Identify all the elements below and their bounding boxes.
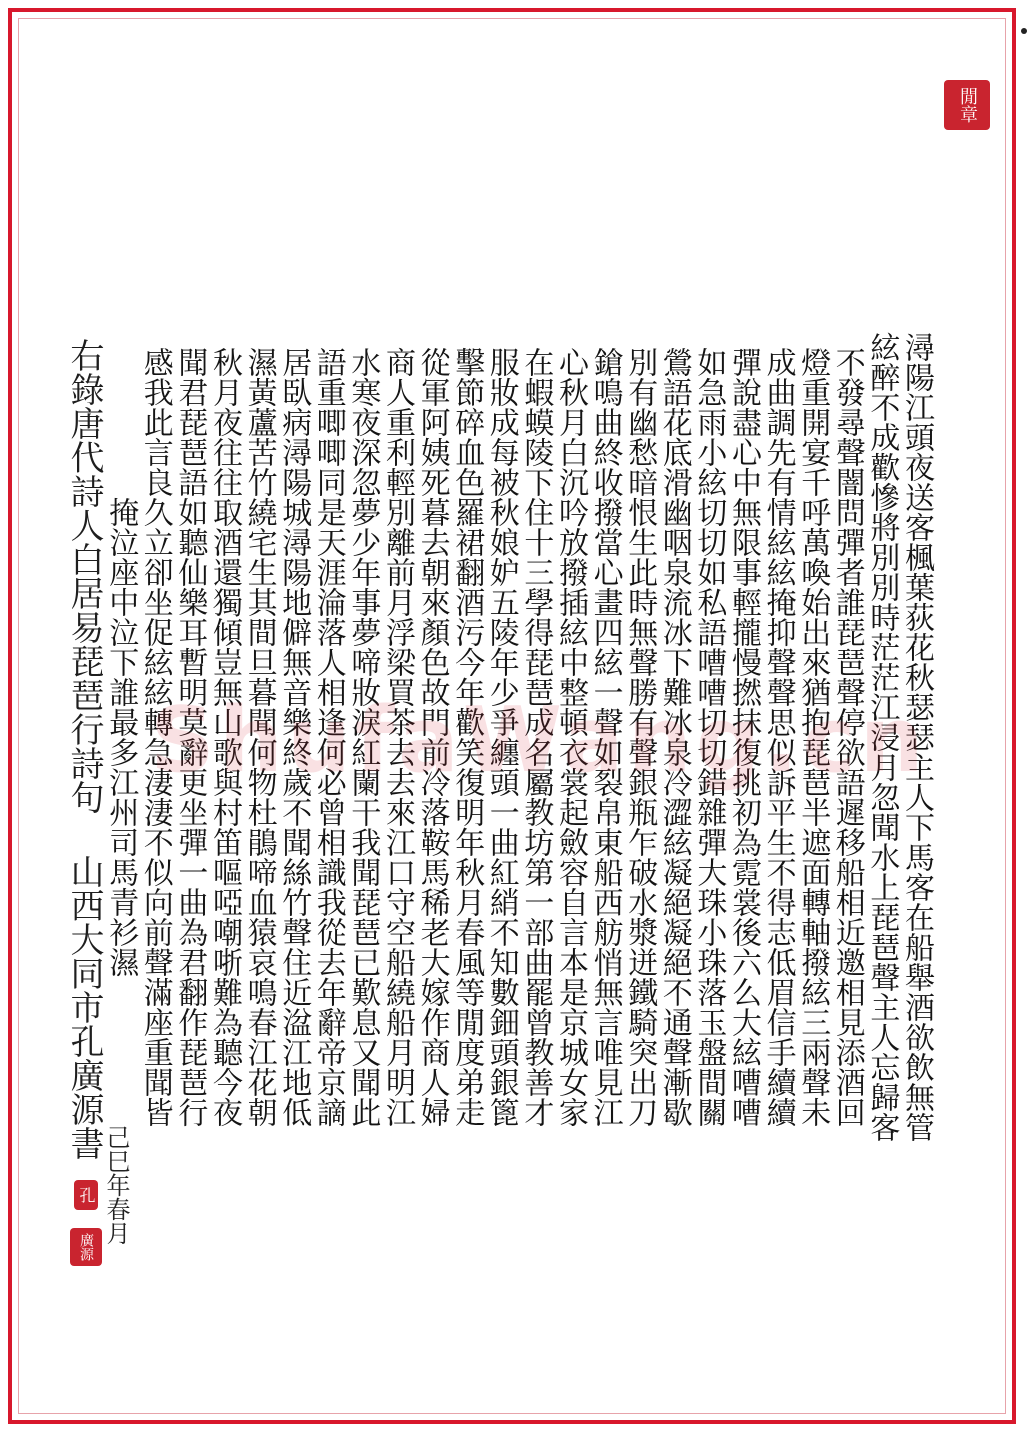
calligraphy-column: 水寒夜深忽夢少年事夢啼妝淚紅闌干我聞琵琶已歎息又聞此 [345,346,381,1127]
calligraphy-column: 燈重開宴千呼萬喚始出來猶抱琵琶半遮面轉軸撥絃三兩聲未 [795,346,831,1127]
calligraphy-column: 擊節碎血色羅裙翻酒污今年歡笑復明年秋月春風等閒度弟走 [449,346,485,1127]
colophon-text: 右錄唐代詩人白居易琵琶行詩句 山西大同市孔廣源書 [64,338,104,1160]
calligraphy-column: 如急雨小絃切切如私語嘈嘈切切錯雜彈大珠小珠落玉盤間關 [691,346,727,1127]
calligraphy-column: 居臥病潯陽城潯陽地僻無音樂終歲不聞絲竹聲住近湓江地低 [276,346,312,1127]
calligraphy-column: 感我此言良久立卻坐促絃絃轉急淒淒不似向前聲滿座重聞皆 [137,346,173,1127]
calligraphy-column: 商人重利輕別離前月浮梁買茶去去來江口守空船繞船月明江 [380,346,415,1127]
calligraphy-column: 掩泣座中泣下誰最多江州司馬青衫濕 [103,496,139,977]
edge-dot-mark [1021,28,1027,34]
calligraphy-column: 從軍阿姨死暮去朝來顏色故門前冷落鞍馬稀老大嫁作商人婦 [414,346,450,1127]
seal-bottom-small: 孔 [74,1180,98,1210]
calligraphy-column: 秋月夜往往取酒還獨傾豈無山歌與村笛嘔啞嘲哳難為聽今夜 [207,346,242,1127]
calligraphy-column: 成曲調先有情絃絃掩抑聲聲思似訴平生不得志低眉信手續續 [760,346,796,1127]
calligraphy-column: 語重唧唧同是天涯淪落人相逢何必曾相識我從去年辭帝京謫 [310,346,346,1127]
date-inscription: 己巳年春月 [102,1125,130,1245]
calligraphy-column: 鎗鳴曲終收撥當心畫四絃一聲如裂帛東船西舫悄無言唯見江 [587,346,623,1127]
calligraphy-column: 彈說盡心中無限事輕攏慢撚抹復挑初為霓裳後六么大絃嘈嘈 [726,346,761,1127]
calligraphy-column: 絃醉不成歡慘將別別時茫茫江浸月忽聞水上琵琶聲主人忘歸客 [864,331,900,1142]
calligraphy-column: 心秋月白沉吟放撥插絃中整頓衣裳起斂容自言本是京城女家 [553,346,588,1127]
calligraphy-column: 服妝成每被秋娘妒五陵年少爭纏頭一曲紅綃不知數鈿頭銀篦 [483,346,519,1127]
watermark: ShufaWang.cn [150,688,928,793]
seal-top-right: 閒章 [944,80,990,130]
calligraphy-column: 在蝦蟆陵下住十三學得琵琶成名屬教坊第一部曲罷曾教善才 [518,346,554,1127]
calligraphy-column: 鶯語花底滑幽咽泉流冰下難冰泉冷澀絃凝絕凝絕不通聲漸歇 [656,346,692,1127]
calligraphy-column: 濕黃蘆苦竹繞宅生其間旦暮聞何物杜鵑啼血猿哀鳴春江花朝 [241,346,277,1127]
calligraphy-column: 別有幽愁暗恨生此時無聲勝有聲銀瓶乍破水漿迸鐵騎突出刀 [622,346,658,1127]
seal-bottom-name: 廣源 [70,1228,102,1266]
calligraphy-column: 潯陽江頭夜送客楓葉荻花秋瑟瑟主人下馬客在船舉酒欲飲無管 [899,331,934,1142]
calligraphy-column: 聞君琵琶語如聽仙樂耳暫明莫辭更坐彈一曲為君翻作琵琶行 [172,346,208,1127]
calligraphy-column: 不發尋聲闇問彈者誰琵琶聲停欲語遲移船相近邀相見添酒回 [829,346,865,1127]
